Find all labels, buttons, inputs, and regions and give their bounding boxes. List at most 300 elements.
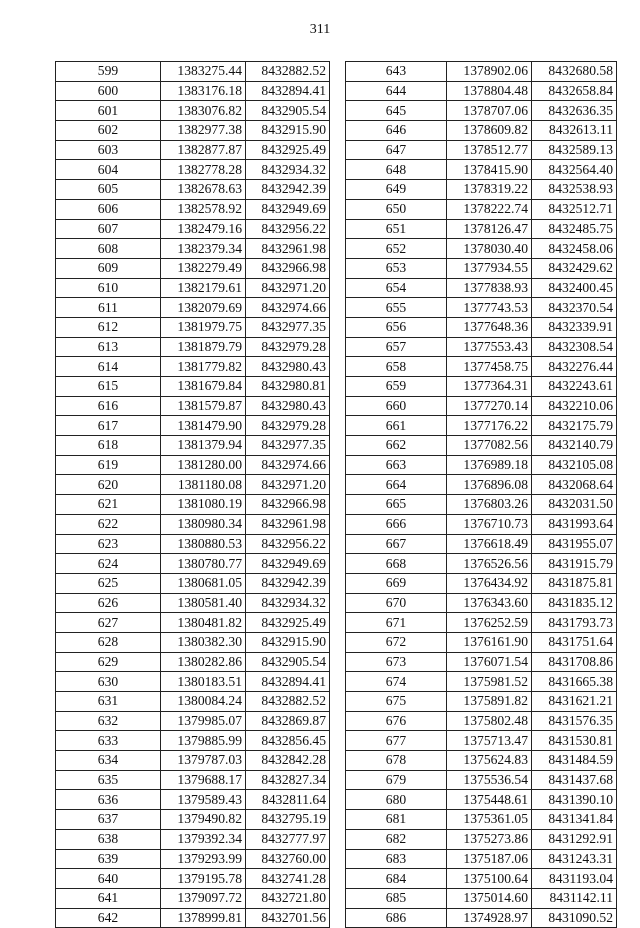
y-coordinate-cell: 8431142.11 (532, 888, 617, 908)
point-number-cell: 625 (56, 573, 161, 593)
x-coordinate-cell: 1382578.92 (161, 199, 246, 219)
point-number-cell: 656 (346, 317, 447, 337)
point-number-cell: 631 (56, 692, 161, 712)
x-coordinate-cell: 1381679.84 (161, 377, 246, 397)
table-row (346, 416, 617, 436)
table-row (56, 160, 330, 180)
y-coordinate-cell: 8431875.81 (532, 573, 617, 593)
coordinate-table-left (55, 61, 330, 928)
x-coordinate-cell: 1383275.44 (161, 62, 246, 82)
table-row (346, 436, 617, 456)
point-number-cell: 662 (346, 436, 447, 456)
y-coordinate-cell: 8432308.54 (532, 337, 617, 357)
table-row (346, 613, 617, 633)
table-row (346, 593, 617, 613)
y-coordinate-cell: 8432777.97 (246, 829, 330, 849)
table-row (346, 317, 617, 337)
point-number-cell: 629 (56, 652, 161, 672)
y-coordinate-cell: 8432512.71 (532, 199, 617, 219)
table-row (346, 121, 617, 141)
x-coordinate-cell: 1381779.82 (161, 357, 246, 377)
table-row (346, 180, 617, 200)
table-row (346, 455, 617, 475)
point-number-cell: 648 (346, 160, 447, 180)
x-coordinate-cell: 1380481.82 (161, 613, 246, 633)
point-number-cell: 683 (346, 849, 447, 869)
table-row (346, 475, 617, 495)
point-number-cell: 654 (346, 278, 447, 298)
y-coordinate-cell: 8431751.64 (532, 632, 617, 652)
point-number-cell: 628 (56, 632, 161, 652)
x-coordinate-cell: 1376803.26 (447, 495, 532, 515)
y-coordinate-cell: 8432980.81 (246, 377, 330, 397)
table-row (56, 672, 330, 692)
y-coordinate-cell: 8432564.40 (532, 160, 617, 180)
x-coordinate-cell: 1375713.47 (447, 731, 532, 751)
table-row (56, 593, 330, 613)
x-coordinate-cell: 1381080.19 (161, 495, 246, 515)
x-coordinate-cell: 1382379.34 (161, 239, 246, 259)
point-number-cell: 614 (56, 357, 161, 377)
y-coordinate-cell: 8432210.06 (532, 396, 617, 416)
x-coordinate-cell: 1376989.18 (447, 455, 532, 475)
point-number-cell: 646 (346, 121, 447, 141)
point-number-cell: 639 (56, 849, 161, 869)
y-coordinate-cell: 8432915.90 (246, 121, 330, 141)
x-coordinate-cell: 1377553.43 (447, 337, 532, 357)
table-row (346, 495, 617, 515)
y-coordinate-cell: 8432956.22 (246, 219, 330, 239)
y-coordinate-cell: 8432979.28 (246, 337, 330, 357)
x-coordinate-cell: 1379392.34 (161, 829, 246, 849)
point-number-cell: 670 (346, 593, 447, 613)
y-coordinate-cell: 8432949.69 (246, 554, 330, 574)
table-row (56, 573, 330, 593)
x-coordinate-cell: 1377743.53 (447, 298, 532, 318)
point-number-cell: 661 (346, 416, 447, 436)
y-coordinate-cell: 8431665.38 (532, 672, 617, 692)
point-number-cell: 659 (346, 377, 447, 397)
x-coordinate-cell: 1375361.05 (447, 810, 532, 830)
x-coordinate-cell: 1376710.73 (447, 514, 532, 534)
point-number-cell: 612 (56, 317, 161, 337)
table-row (56, 101, 330, 121)
y-coordinate-cell: 8432400.45 (532, 278, 617, 298)
x-coordinate-cell: 1377176.22 (447, 416, 532, 436)
y-coordinate-cell: 8432243.61 (532, 377, 617, 397)
x-coordinate-cell: 1377458.75 (447, 357, 532, 377)
point-number-cell: 627 (56, 613, 161, 633)
y-coordinate-cell: 8431955.07 (532, 534, 617, 554)
table-row (346, 908, 617, 928)
y-coordinate-cell: 8432894.41 (246, 81, 330, 101)
point-number-cell: 604 (56, 160, 161, 180)
y-coordinate-cell: 8432760.00 (246, 849, 330, 869)
x-coordinate-cell: 1378512.77 (447, 140, 532, 160)
table-row (346, 849, 617, 869)
table-row (56, 810, 330, 830)
x-coordinate-cell: 1375624.83 (447, 751, 532, 771)
table-row (56, 239, 330, 259)
point-number-cell: 618 (56, 436, 161, 456)
x-coordinate-cell: 1379688.17 (161, 770, 246, 790)
table-row (346, 199, 617, 219)
table-row (56, 692, 330, 712)
table-row (346, 869, 617, 889)
x-coordinate-cell: 1380183.51 (161, 672, 246, 692)
y-coordinate-cell: 8432905.54 (246, 101, 330, 121)
point-number-cell: 644 (346, 81, 447, 101)
x-coordinate-cell: 1382279.49 (161, 258, 246, 278)
x-coordinate-cell: 1380382.30 (161, 632, 246, 652)
x-coordinate-cell: 1381280.00 (161, 455, 246, 475)
table-row (56, 711, 330, 731)
point-number-cell: 600 (56, 81, 161, 101)
x-coordinate-cell: 1375802.48 (447, 711, 532, 731)
y-coordinate-cell: 8431243.31 (532, 849, 617, 869)
y-coordinate-cell: 8432971.20 (246, 475, 330, 495)
y-coordinate-cell: 8432175.79 (532, 416, 617, 436)
point-number-cell: 681 (346, 810, 447, 830)
y-coordinate-cell: 8432613.11 (532, 121, 617, 141)
y-coordinate-cell: 8432741.28 (246, 869, 330, 889)
point-number-cell: 640 (56, 869, 161, 889)
y-coordinate-cell: 8432949.69 (246, 199, 330, 219)
point-number-cell: 605 (56, 180, 161, 200)
table-row (346, 81, 617, 101)
point-number-cell: 632 (56, 711, 161, 731)
point-number-cell: 601 (56, 101, 161, 121)
point-number-cell: 623 (56, 534, 161, 554)
table-row (346, 298, 617, 318)
point-number-cell: 636 (56, 790, 161, 810)
y-coordinate-cell: 8432869.87 (246, 711, 330, 731)
table-row (56, 298, 330, 318)
point-number-cell: 634 (56, 751, 161, 771)
x-coordinate-cell: 1378804.48 (447, 81, 532, 101)
x-coordinate-cell: 1382079.69 (161, 298, 246, 318)
y-coordinate-cell: 8432276.44 (532, 357, 617, 377)
y-coordinate-cell: 8432458.06 (532, 239, 617, 259)
point-number-cell: 660 (346, 396, 447, 416)
point-number-cell: 685 (346, 888, 447, 908)
y-coordinate-cell: 8432589.13 (532, 140, 617, 160)
table-row (56, 534, 330, 554)
x-coordinate-cell: 1379097.72 (161, 888, 246, 908)
table-row (56, 357, 330, 377)
x-coordinate-cell: 1382877.87 (161, 140, 246, 160)
page-number: 311 (309, 22, 331, 37)
point-number-cell: 684 (346, 869, 447, 889)
point-number-cell: 619 (56, 455, 161, 475)
y-coordinate-cell: 8432971.20 (246, 278, 330, 298)
y-coordinate-cell: 8431292.91 (532, 829, 617, 849)
point-number-cell: 647 (346, 140, 447, 160)
y-coordinate-cell: 8432966.98 (246, 495, 330, 515)
y-coordinate-cell: 8432966.98 (246, 258, 330, 278)
table-row (56, 849, 330, 869)
table-row (56, 180, 330, 200)
point-number-cell: 679 (346, 770, 447, 790)
table-row (346, 810, 617, 830)
x-coordinate-cell: 1376896.08 (447, 475, 532, 495)
point-number-cell: 624 (56, 554, 161, 574)
point-number-cell: 671 (346, 613, 447, 633)
table-row (56, 121, 330, 141)
y-coordinate-cell: 8432140.79 (532, 436, 617, 456)
x-coordinate-cell: 1375014.60 (447, 888, 532, 908)
x-coordinate-cell: 1381579.87 (161, 396, 246, 416)
point-number-cell: 621 (56, 495, 161, 515)
table-row (56, 495, 330, 515)
x-coordinate-cell: 1379787.03 (161, 751, 246, 771)
point-number-cell: 613 (56, 337, 161, 357)
table-row (346, 239, 617, 259)
x-coordinate-cell: 1381979.75 (161, 317, 246, 337)
table-row (56, 455, 330, 475)
y-coordinate-cell: 8432795.19 (246, 810, 330, 830)
x-coordinate-cell: 1377934.55 (447, 258, 532, 278)
y-coordinate-cell: 8431708.86 (532, 652, 617, 672)
table-row (346, 396, 617, 416)
point-number-cell: 674 (346, 672, 447, 692)
x-coordinate-cell: 1378999.81 (161, 908, 246, 928)
table-row (56, 396, 330, 416)
x-coordinate-cell: 1376071.54 (447, 652, 532, 672)
x-coordinate-cell: 1377648.36 (447, 317, 532, 337)
point-number-cell: 651 (346, 219, 447, 239)
table-row (56, 731, 330, 751)
y-coordinate-cell: 8432961.98 (246, 514, 330, 534)
y-coordinate-cell: 8431193.04 (532, 869, 617, 889)
y-coordinate-cell: 8432842.28 (246, 751, 330, 771)
table-row (56, 337, 330, 357)
y-coordinate-cell: 8432827.34 (246, 770, 330, 790)
point-number-cell: 643 (346, 62, 447, 82)
point-number-cell: 635 (56, 770, 161, 790)
point-number-cell: 650 (346, 199, 447, 219)
x-coordinate-cell: 1379490.82 (161, 810, 246, 830)
point-number-cell: 653 (346, 258, 447, 278)
y-coordinate-cell: 8431484.59 (532, 751, 617, 771)
point-number-cell: 675 (346, 692, 447, 712)
table-row (346, 514, 617, 534)
x-coordinate-cell: 1382977.38 (161, 121, 246, 141)
table-row (56, 436, 330, 456)
y-coordinate-cell: 8432934.32 (246, 160, 330, 180)
point-number-cell: 638 (56, 829, 161, 849)
x-coordinate-cell: 1378319.22 (447, 180, 532, 200)
coordinate-table-right (345, 61, 617, 928)
y-coordinate-cell: 8431390.10 (532, 790, 617, 810)
y-coordinate-cell: 8432942.39 (246, 180, 330, 200)
table-row (56, 81, 330, 101)
y-coordinate-cell: 8432811.64 (246, 790, 330, 810)
point-number-cell: 602 (56, 121, 161, 141)
point-number-cell: 607 (56, 219, 161, 239)
y-coordinate-cell: 8432915.90 (246, 632, 330, 652)
y-coordinate-cell: 8432339.91 (532, 317, 617, 337)
table-row (56, 652, 330, 672)
table-row (346, 790, 617, 810)
x-coordinate-cell: 1381379.94 (161, 436, 246, 456)
table-row (56, 632, 330, 652)
x-coordinate-cell: 1376252.59 (447, 613, 532, 633)
x-coordinate-cell: 1380681.05 (161, 573, 246, 593)
x-coordinate-cell: 1378126.47 (447, 219, 532, 239)
table-row (346, 258, 617, 278)
y-coordinate-cell: 8432980.43 (246, 357, 330, 377)
table-row (346, 731, 617, 751)
x-coordinate-cell: 1383176.18 (161, 81, 246, 101)
y-coordinate-cell: 8432068.64 (532, 475, 617, 495)
y-coordinate-cell: 8432905.54 (246, 652, 330, 672)
y-coordinate-cell: 8431621.21 (532, 692, 617, 712)
table-row (346, 770, 617, 790)
table-row (56, 416, 330, 436)
y-coordinate-cell: 8432894.41 (246, 672, 330, 692)
y-coordinate-cell: 8432974.66 (246, 298, 330, 318)
y-coordinate-cell: 8432105.08 (532, 455, 617, 475)
x-coordinate-cell: 1380084.24 (161, 692, 246, 712)
y-coordinate-cell: 8432979.28 (246, 416, 330, 436)
point-number-cell: 663 (346, 455, 447, 475)
x-coordinate-cell: 1380282.86 (161, 652, 246, 672)
y-coordinate-cell: 8432882.52 (246, 62, 330, 82)
table-row (56, 869, 330, 889)
y-coordinate-cell: 8432961.98 (246, 239, 330, 259)
point-number-cell: 609 (56, 258, 161, 278)
x-coordinate-cell: 1375448.61 (447, 790, 532, 810)
table-row (56, 613, 330, 633)
x-coordinate-cell: 1382179.61 (161, 278, 246, 298)
table-row (56, 199, 330, 219)
point-number-cell: 667 (346, 534, 447, 554)
point-number-cell: 617 (56, 416, 161, 436)
table-row (346, 652, 617, 672)
point-number-cell: 608 (56, 239, 161, 259)
table-row (346, 278, 617, 298)
point-number-cell: 622 (56, 514, 161, 534)
y-coordinate-cell: 8431341.84 (532, 810, 617, 830)
table-row (346, 829, 617, 849)
x-coordinate-cell: 1380780.77 (161, 554, 246, 574)
point-number-cell: 666 (346, 514, 447, 534)
point-number-cell: 641 (56, 888, 161, 908)
table-row (56, 475, 330, 495)
x-coordinate-cell: 1377838.93 (447, 278, 532, 298)
table-row (56, 888, 330, 908)
table-row (346, 672, 617, 692)
table-row (346, 377, 617, 397)
point-number-cell: 642 (56, 908, 161, 928)
x-coordinate-cell: 1376618.49 (447, 534, 532, 554)
point-number-cell: 616 (56, 396, 161, 416)
x-coordinate-cell: 1380980.34 (161, 514, 246, 534)
y-coordinate-cell: 8431090.52 (532, 908, 617, 928)
point-number-cell: 655 (346, 298, 447, 318)
point-number-cell: 672 (346, 632, 447, 652)
x-coordinate-cell: 1383076.82 (161, 101, 246, 121)
table-row (346, 632, 617, 652)
point-number-cell: 664 (346, 475, 447, 495)
x-coordinate-cell: 1375891.82 (447, 692, 532, 712)
x-coordinate-cell: 1375981.52 (447, 672, 532, 692)
x-coordinate-cell: 1381879.79 (161, 337, 246, 357)
x-coordinate-cell: 1377270.14 (447, 396, 532, 416)
point-number-cell: 657 (346, 337, 447, 357)
y-coordinate-cell: 8432956.22 (246, 534, 330, 554)
x-coordinate-cell: 1378222.74 (447, 199, 532, 219)
x-coordinate-cell: 1378707.06 (447, 101, 532, 121)
point-number-cell: 620 (56, 475, 161, 495)
y-coordinate-cell: 8432977.35 (246, 436, 330, 456)
x-coordinate-cell: 1379985.07 (161, 711, 246, 731)
y-coordinate-cell: 8431793.73 (532, 613, 617, 633)
y-coordinate-cell: 8432031.50 (532, 495, 617, 515)
x-coordinate-cell: 1379293.99 (161, 849, 246, 869)
table-row (56, 317, 330, 337)
x-coordinate-cell: 1381180.08 (161, 475, 246, 495)
table-row (56, 751, 330, 771)
y-coordinate-cell: 8432680.58 (532, 62, 617, 82)
table-row (346, 62, 617, 82)
x-coordinate-cell: 1380581.40 (161, 593, 246, 613)
y-coordinate-cell: 8431576.35 (532, 711, 617, 731)
y-coordinate-cell: 8432925.49 (246, 613, 330, 633)
y-coordinate-cell: 8432882.52 (246, 692, 330, 712)
x-coordinate-cell: 1374928.97 (447, 908, 532, 928)
point-number-cell: 610 (56, 278, 161, 298)
table-row (56, 908, 330, 928)
y-coordinate-cell: 8432925.49 (246, 140, 330, 160)
x-coordinate-cell: 1375187.06 (447, 849, 532, 869)
y-coordinate-cell: 8431437.68 (532, 770, 617, 790)
table-row (346, 101, 617, 121)
point-number-cell: 603 (56, 140, 161, 160)
point-number-cell: 637 (56, 810, 161, 830)
point-number-cell: 599 (56, 62, 161, 82)
x-coordinate-cell: 1381479.90 (161, 416, 246, 436)
x-coordinate-cell: 1378609.82 (447, 121, 532, 141)
point-number-cell: 668 (346, 554, 447, 574)
y-coordinate-cell: 8432658.84 (532, 81, 617, 101)
point-number-cell: 682 (346, 829, 447, 849)
x-coordinate-cell: 1375273.86 (447, 829, 532, 849)
y-coordinate-cell: 8432934.32 (246, 593, 330, 613)
y-coordinate-cell: 8432370.54 (532, 298, 617, 318)
table-row (346, 554, 617, 574)
x-coordinate-cell: 1379195.78 (161, 869, 246, 889)
x-coordinate-cell: 1382678.63 (161, 180, 246, 200)
table-row (56, 140, 330, 160)
point-number-cell: 686 (346, 908, 447, 928)
y-coordinate-cell: 8432977.35 (246, 317, 330, 337)
point-number-cell: 633 (56, 731, 161, 751)
table-row (346, 573, 617, 593)
table-row (56, 554, 330, 574)
table-row (56, 377, 330, 397)
point-number-cell: 611 (56, 298, 161, 318)
point-number-cell: 645 (346, 101, 447, 121)
point-number-cell: 669 (346, 573, 447, 593)
x-coordinate-cell: 1382479.16 (161, 219, 246, 239)
x-coordinate-cell: 1377364.31 (447, 377, 532, 397)
y-coordinate-cell: 8431993.64 (532, 514, 617, 534)
x-coordinate-cell: 1379589.43 (161, 790, 246, 810)
x-coordinate-cell: 1379885.99 (161, 731, 246, 751)
x-coordinate-cell: 1377082.56 (447, 436, 532, 456)
